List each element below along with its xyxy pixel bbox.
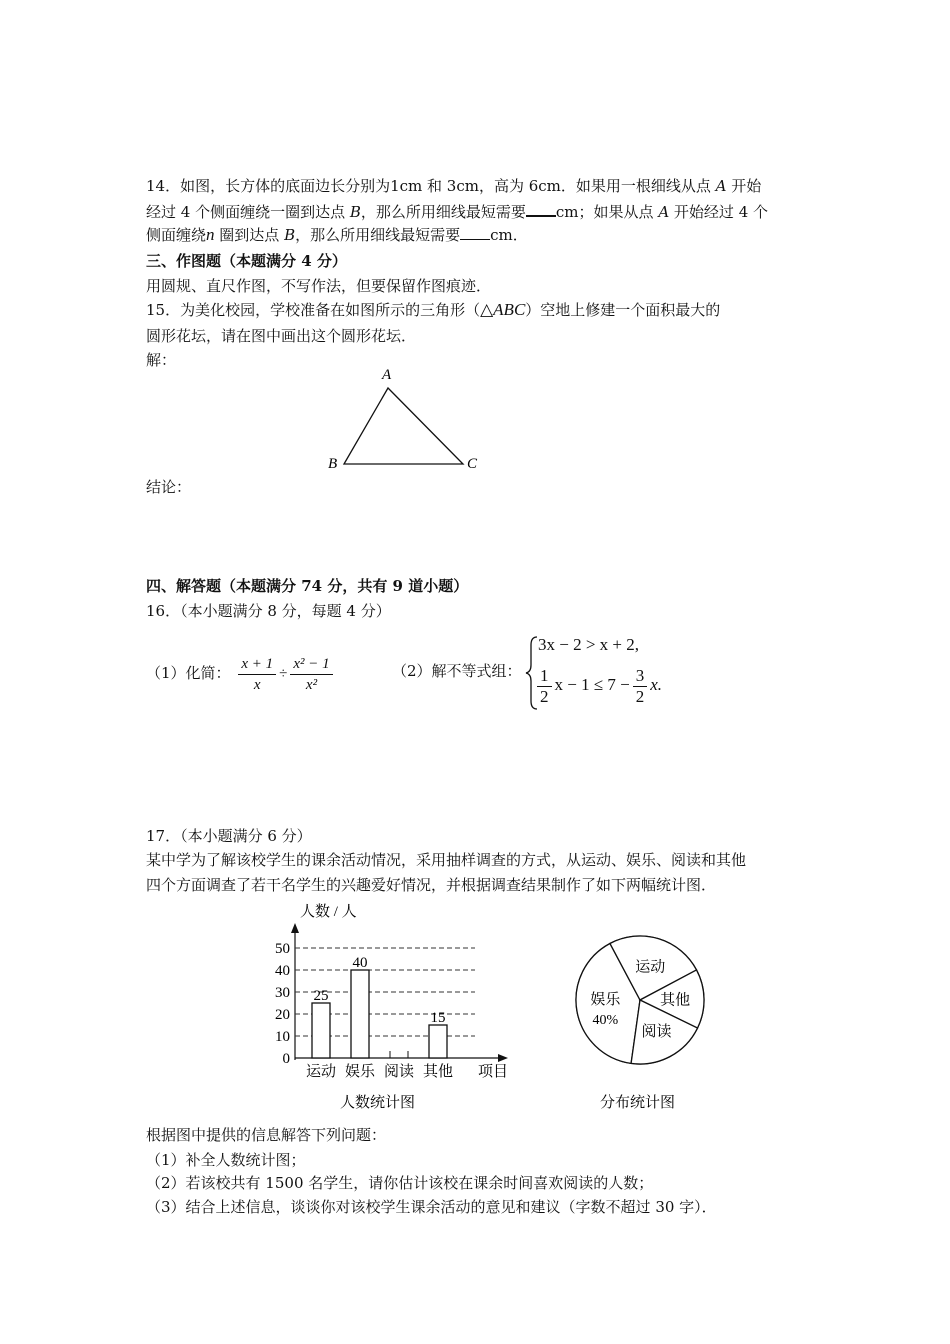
- pie-slice-label: 阅读: [641, 1024, 672, 1041]
- q17-line2: 四个方面调查了若干名学生的兴趣爱好情况，并根据调查结果制作了如下两幅统计图．: [146, 876, 717, 894]
- q14-line2: [146, 201, 768, 222]
- y-tick-label: 20: [275, 1007, 290, 1023]
- triangle-icon: △: [480, 300, 494, 319]
- point-a: A: [658, 203, 670, 221]
- bar-chart-xlabel: 项目: [478, 1064, 509, 1080]
- coef-half-num: 1: [537, 666, 552, 687]
- triangle-figure: [320, 362, 490, 477]
- q15-line2: 圆形花坛，请在图中画出这个圆形花坛．: [146, 327, 417, 345]
- fraction-1-numerator: x + 1: [238, 654, 276, 675]
- x-axis-arrow-icon: [498, 1054, 508, 1062]
- coef-three-halves-den: 2: [635, 686, 645, 706]
- q16-header: 16．（本小题满分 8 分，每题 4 分）: [146, 602, 391, 620]
- q14-line1: [146, 176, 761, 196]
- inequality-2: [534, 662, 662, 708]
- section4-title: 四、解答题（本题满分 74 分，共有 9 道小题）: [146, 577, 469, 595]
- part1-label: （1）化简：: [146, 664, 231, 682]
- q17-line1: 某中学为了解该校学生的课余活动情况，采用抽样调查的方式，从运动、娱乐、阅读和其他: [146, 851, 747, 869]
- y-tick-label: 50: [275, 941, 290, 957]
- q15-line1: [146, 300, 720, 320]
- bar: [312, 1003, 330, 1058]
- pie-chart-title: 分布统计图: [600, 1095, 676, 1111]
- bar: [429, 1025, 447, 1058]
- q14-text: ，那么所用细线最短需要: [360, 203, 526, 221]
- bar-value-label: 15: [430, 1010, 446, 1026]
- variable-n: n: [206, 225, 215, 244]
- q15-text: ）空地上修建一个面积最大的: [525, 301, 721, 319]
- q16-part1: [146, 650, 336, 697]
- inequality-1: 3x − 2 > x + 2,: [538, 635, 640, 654]
- bar-chart-ylabel: 人数 / 人: [300, 904, 357, 920]
- q17-part3: （3）结合上述信息，谈谈你对该校学生课余活动的意见和建议（字数不超过 30 字）．: [146, 1198, 717, 1216]
- q17-part1: （1）补全人数统计图；: [146, 1151, 306, 1169]
- pie-slice-value: 40%: [592, 1013, 619, 1029]
- answer-blank-2[interactable]: [460, 225, 490, 240]
- conclusion-label: 结论：: [146, 478, 192, 496]
- x-category-label: 娱乐: [344, 1064, 376, 1080]
- q14-text: 开始: [726, 177, 762, 195]
- y-axis-arrow-icon: [291, 923, 299, 933]
- bar-value-label: 25: [313, 988, 329, 1004]
- x-category-label: 其他: [422, 1064, 454, 1080]
- pie-slice-label: 娱乐: [590, 992, 621, 1009]
- vertex-c-label: C: [467, 456, 478, 472]
- q14-text: 侧面缠绕: [146, 226, 207, 244]
- q14-text: ，那么所用细线最短需要: [295, 226, 461, 244]
- q14-line3: [146, 225, 528, 245]
- answer-blank-1[interactable]: [526, 201, 556, 217]
- coef-three-halves-num: 3: [633, 666, 648, 687]
- vertex-b-label: B: [328, 456, 338, 472]
- coef-half-den: 2: [540, 686, 549, 706]
- inequality-2-middle: x − 1 ≤ 7 −: [554, 675, 630, 694]
- q14-text: 14．如图，长方体的底面边长分别为1cm 和 3cm，高为 6cm．如果用一根细线从点: [146, 177, 716, 195]
- fraction-1: [238, 654, 276, 695]
- q14-text: 圈到达点: [214, 226, 285, 244]
- fraction-2: [290, 654, 332, 695]
- inequality-2-end: x.: [650, 675, 663, 694]
- triangle-name: ABC: [493, 300, 526, 319]
- x-category-label: 阅读: [383, 1064, 415, 1080]
- q17-part2: （2）若该校共有 1500 名学生，请你估计该校在课余时间喜欢阅读的人数；: [146, 1174, 654, 1192]
- triangle-abc: [344, 388, 463, 464]
- divide-sign: ÷: [279, 666, 288, 682]
- y-tick-label: 40: [275, 963, 290, 979]
- point-b: B: [349, 203, 361, 221]
- bar-value-label: 40: [352, 955, 368, 971]
- fraction-1-denominator: x: [253, 676, 261, 693]
- x-category-label: 运动: [305, 1064, 337, 1080]
- q14-text: cm；如果从点: [555, 203, 659, 221]
- q14-text: 经过 4 个侧面缠绕一圈到达点: [146, 203, 350, 221]
- q14-text: cm．: [490, 226, 528, 244]
- y-tick-label: 30: [275, 985, 290, 1001]
- q17-header: 17．（本小题满分 6 分）: [146, 827, 312, 845]
- point-b: B: [284, 226, 296, 244]
- part2-label: （2）解不等式组：: [392, 662, 522, 680]
- q15-text: 15．为美化校园，学校准备在如图所示的三角形（: [146, 301, 481, 319]
- q14-text: 开始经过 4 个: [669, 203, 769, 221]
- pie-chart: [560, 925, 730, 1120]
- q17-ask: 根据图中提供的信息解答下列问题：: [146, 1126, 387, 1144]
- coef-three-halves: [633, 666, 648, 707]
- pie-slice-label: 运动: [635, 959, 666, 976]
- section3-title: 三、作图题（本题满分 4 分）: [146, 252, 347, 270]
- section3-instruction: 用圆规、直尺作图，不写作法，但要保留作图痕迹．: [146, 277, 492, 295]
- fraction-2-denominator: x²: [305, 676, 318, 693]
- bar: [351, 970, 369, 1058]
- bar-chart-title: 人数统计图: [340, 1095, 416, 1111]
- solution-label: 解：: [146, 351, 177, 369]
- coef-half: [537, 666, 552, 707]
- bar-chart: [260, 895, 530, 1120]
- fraction-2-numerator: x² − 1: [290, 654, 332, 675]
- pie-slice-label: 其他: [660, 992, 691, 1009]
- y-tick-label: 10: [275, 1029, 290, 1045]
- vertex-a-label: A: [382, 367, 392, 383]
- point-a: A: [715, 177, 727, 195]
- y-tick-label: 0: [282, 1051, 290, 1067]
